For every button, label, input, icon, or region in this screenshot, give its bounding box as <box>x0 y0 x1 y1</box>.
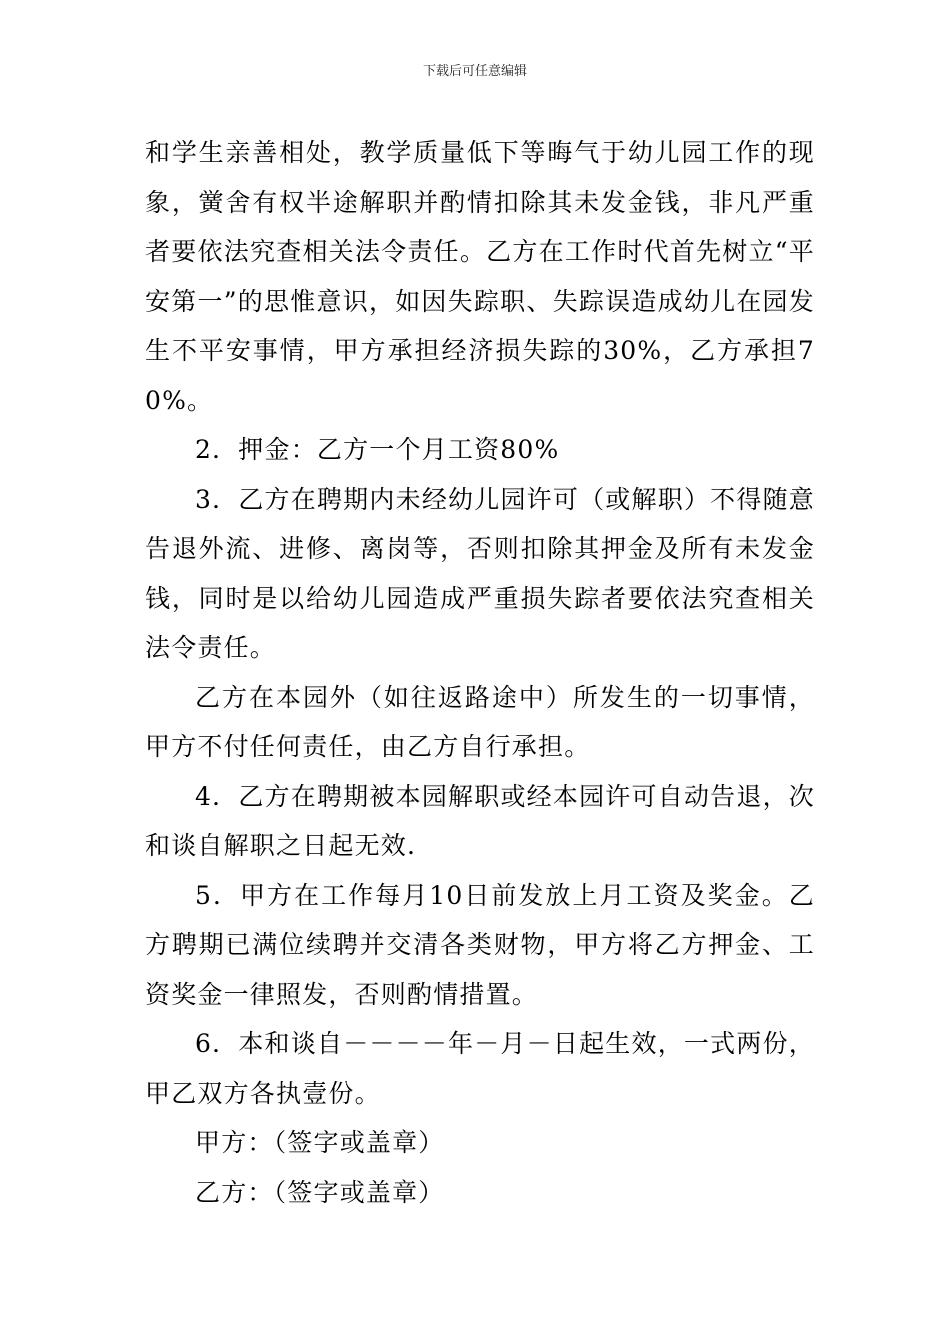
paragraph-clause-4: 4．乙方在聘期被本园解职或经本园许可自动告退，次和谈自解职之日起无效. <box>145 781 815 860</box>
signature-party-b: 乙方：（签字或盖章） <box>195 1177 445 1207</box>
signature-party-a: 甲方：（签字或盖章） <box>195 1128 445 1157</box>
paragraph-clause-2-deposit: 2．押金：乙方一个月工资80% <box>195 435 560 464</box>
paragraph-clause-3: 3．乙方在聘期内未经幼儿园许可（或解职）不得随意告退外流、进修、离岗等，否则扣除其押金及所有未发金钱，同时是以给幼儿园造成严重损失踪者要依法究查相关法令责任。 <box>145 484 815 662</box>
document-body <box>145 128 815 1217</box>
paragraph-clause-5: 5．甲方在工作每月10日前发放上月工资及奖金。乙方聘期已满位续聘并交清各类财物，甲方将乙方押金、工资奖金一律照发，否则酌情措置。 <box>145 880 815 1009</box>
paragraph-continuation: 和学生亲善相处，教学质量低下等晦气于幼儿园工作的现象，黉舍有权半途解职并酌情扣除其未发金钱，非凡严重者要依法究查相关法令责任。乙方在工作时代首先树立“平安第一”的思惟意识，如因失踪职、失踪误造成幼儿在园发生不平安事情，甲方承担经济损失踪的30%，乙方承担70%。 <box>145 138 815 415</box>
paragraph-clause-6: 6．本和谈自－－－－年－月－日起生效，一式两份，甲乙双方各执壹份。 <box>145 1029 815 1108</box>
paragraph-off-premises: 乙方在本园外（如往返路途中）所发生的一切事情，甲方不付任何责任，由乙方自行承担。 <box>145 682 815 761</box>
page-header: 下载后可任意编辑 <box>422 64 527 79</box>
